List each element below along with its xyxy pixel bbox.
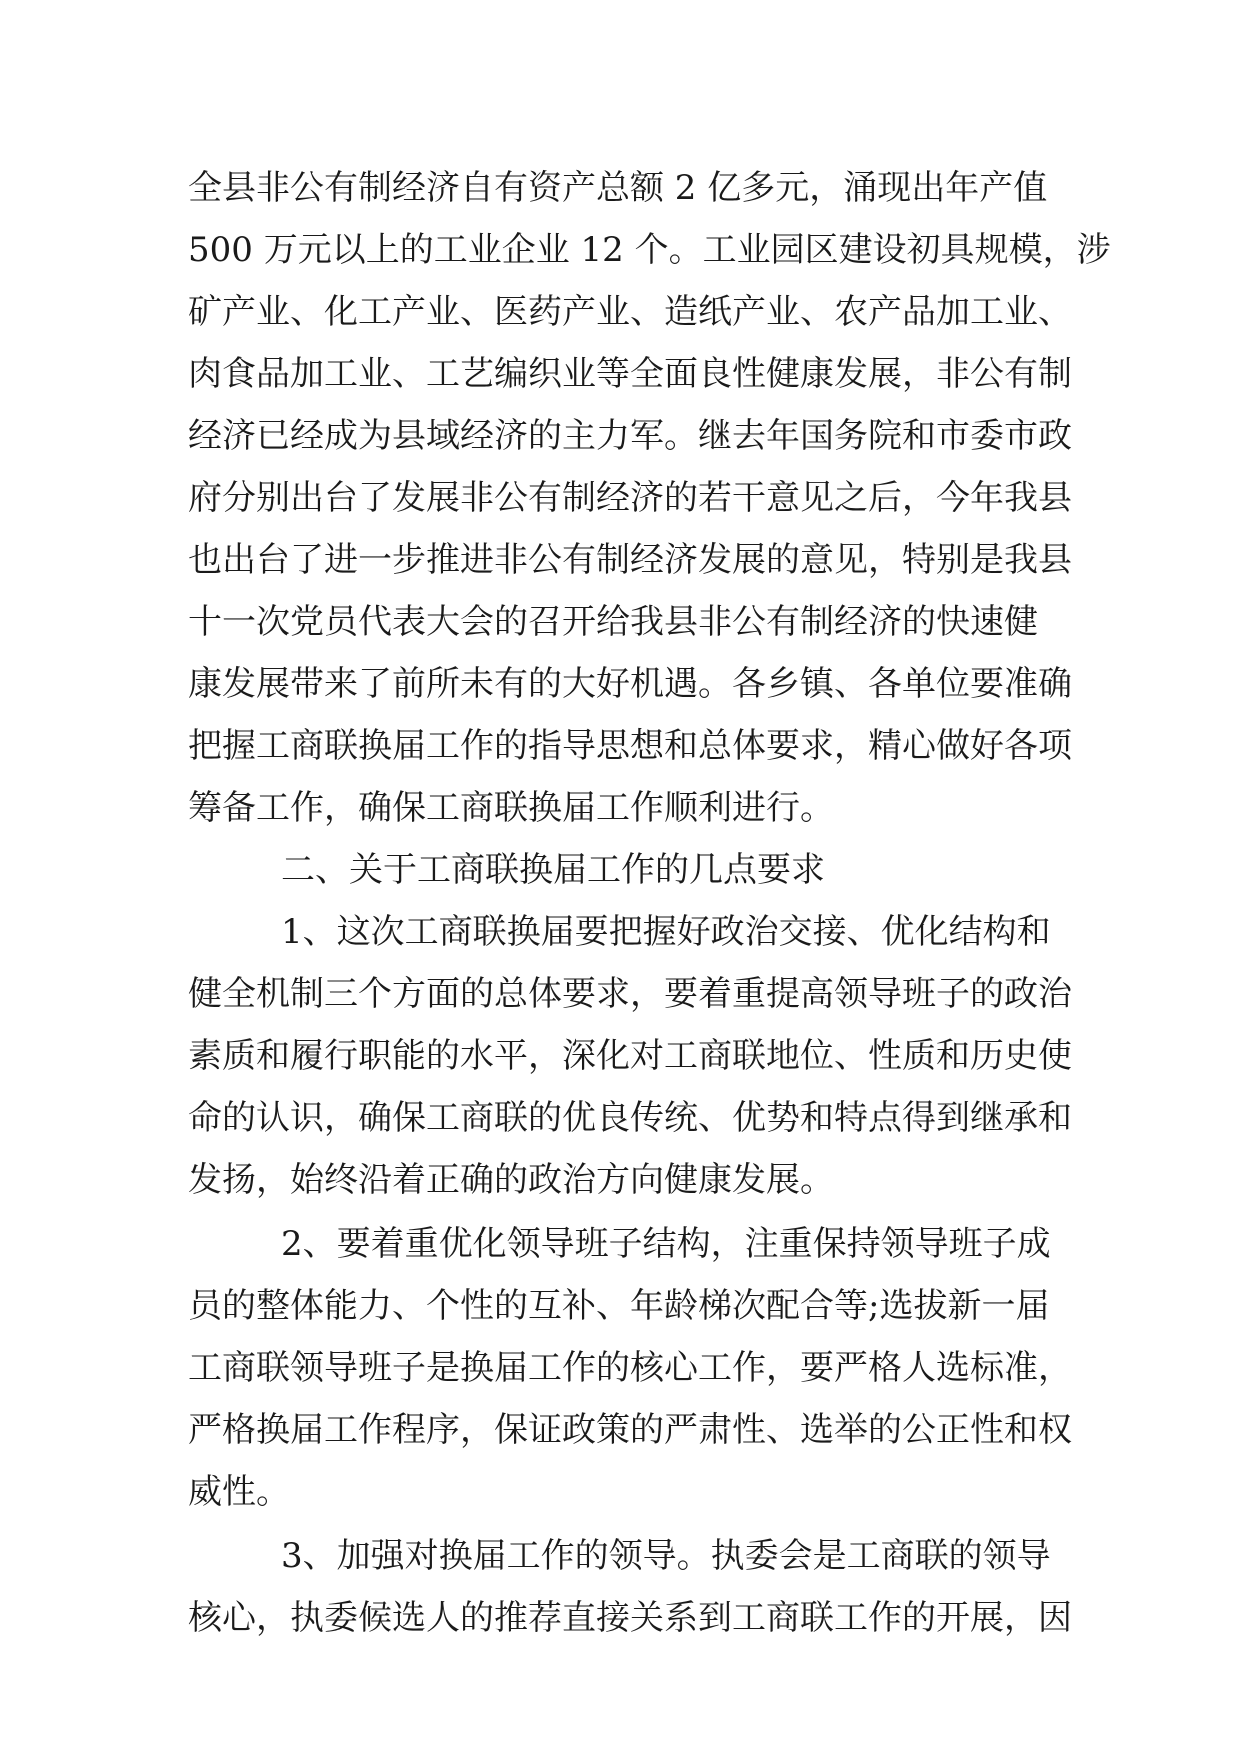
text-line: 把握工商联换届工作的指导思想和总体要求，精心做好各项 xyxy=(188,726,1072,766)
text-line: 3、加强对换届工作的领导。执委会是工商联的领导 xyxy=(281,1536,1051,1576)
text-line: 筹备工作，确保工商联换届工作顺利进行。 xyxy=(188,788,834,828)
text-line: 肉食品加工业、工艺编织业等全面良性健康发展，非公有制 xyxy=(188,354,1072,394)
paragraph-requirement-1 xyxy=(188,901,1072,1211)
text-line: 健全机制三个方面的总体要求，要着重提高领导班子的政治 xyxy=(188,974,1072,1014)
document-body xyxy=(188,157,1111,1649)
text-line: 经济已经成为县域经济的主力军。继去年国务院和市委市政 xyxy=(188,416,1072,456)
paragraph-requirement-3 xyxy=(188,1525,1072,1649)
section-heading-requirements xyxy=(188,839,1056,901)
text-line: 命的认识，确保工商联的优良传统、优势和特点得到继承和 xyxy=(188,1098,1072,1138)
paragraph-economy-overview xyxy=(188,157,1111,839)
text-line: 核心，执委候选人的推荐直接关系到工商联工作的开展，因 xyxy=(188,1598,1072,1638)
text-line: 发扬，始终沿着正确的政治方向健康发展。 xyxy=(188,1160,834,1200)
text-line: 也出台了进一步推进非公有制经济发展的意见，特别是我县 xyxy=(188,540,1072,580)
text-line: 康发展带来了前所未有的大好机遇。各乡镇、各单位要准确 xyxy=(188,664,1072,704)
section-heading: 二、关于工商联换届工作的几点要求 xyxy=(281,850,825,890)
text-line: 员的整体能力、个性的互补、年龄梯次配合等;选拔新一届 xyxy=(188,1286,1050,1326)
text-line: 严格换届工作程序，保证政策的严肃性、选举的公正性和权 xyxy=(188,1410,1072,1450)
text-line: 矿产业、化工产业、医药产业、造纸产业、农产品加工业、 xyxy=(188,292,1072,332)
text-line: 素质和履行职能的水平，深化对工商联地位、性质和历史使 xyxy=(188,1036,1072,1076)
text-line: 500 万元以上的工业企业 12 个。工业园区建设初具规模，涉 xyxy=(188,230,1111,270)
text-line: 威性。 xyxy=(188,1472,290,1512)
text-line: 1、这次工商联换届要把握好政治交接、优化结构和 xyxy=(281,912,1051,952)
text-line: 工商联领导班子是换届工作的核心工作，要严格人选标准， xyxy=(188,1348,1072,1388)
paragraph-requirement-2 xyxy=(188,1213,1072,1523)
text-line: 十一次党员代表大会的召开给我县非公有制经济的快速健 xyxy=(188,602,1038,642)
text-line: 2、要着重优化领导班子结构，注重保持领导班子成 xyxy=(281,1224,1051,1264)
text-line: 府分别出台了发展非公有制经济的若干意见之后，今年我县 xyxy=(188,478,1072,518)
text-line: 全县非公有制经济自有资产总额 2 亿多元，涌现出年产值 xyxy=(188,168,1048,208)
